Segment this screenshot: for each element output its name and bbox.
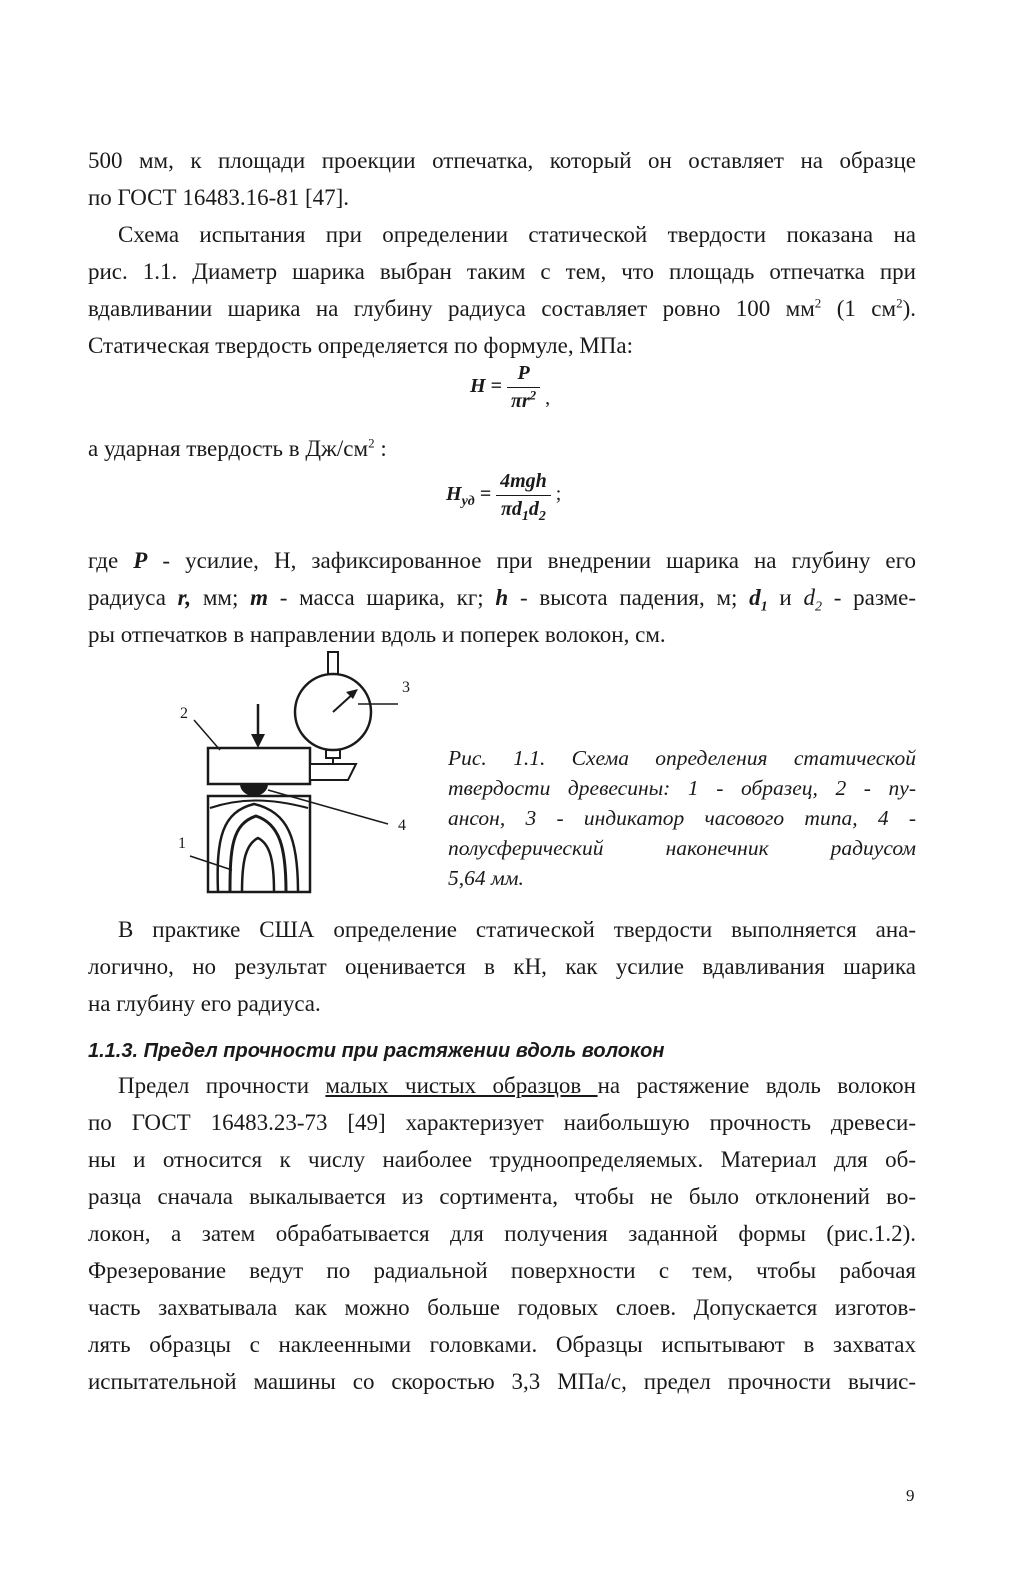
figure-label-4: 4 (398, 817, 406, 834)
text-line: Статическая твердость определяется по формуле, МПа: (88, 333, 633, 358)
text-line: разца сначала выкалывается из сортимента, чтобы не было отклонений во- (88, 1184, 916, 1209)
caption-line: Рис. 1.1. Схема определения статической (448, 746, 916, 770)
paragraph-3 (88, 542, 916, 653)
formula-static-hardness: H = $\frac{P}{\pi r^2}$ , (470, 362, 551, 412)
impact-hardness-line: а ударная твердость в $Дж/см^2$ : (88, 435, 387, 461)
text-line: радиуса r, мм; m - масса шарика, кг; h - высота падения, м; $d_1$ и $d_2$ - разме- (88, 585, 917, 615)
caption-line: ансон, 3 - индикатор часового типа, 4 - (448, 806, 916, 830)
text-line: по ГОСТ 16483.16-81 [47]. (88, 185, 350, 210)
caption-line: 5,64 мм. (448, 866, 524, 890)
hemispherical-tip (240, 784, 268, 796)
text-line: по ГОСТ 16483.23-73 [49] характеризует наибольшую прочность древеси- (88, 1110, 916, 1135)
specimen (208, 796, 310, 892)
indicator-stem (328, 652, 338, 676)
text-line: лять образцы с наклеенными головками. Образцы испытывают в захватах (88, 1332, 916, 1357)
caption-line: твердости древесины: 1 - образец, 2 - пу- (448, 776, 916, 800)
formula-impact-hardness: $H_{уд}$ = $\frac{\text{4mgh}}{\pi d_1d_2}$ ; (446, 470, 562, 524)
text-line: на глубину его радиуса. (88, 991, 321, 1016)
paragraph-4 (88, 911, 916, 1022)
paragraph-2 (88, 216, 916, 364)
figure-label-2: 2 (180, 705, 188, 722)
figure-label-1: 1 (178, 835, 186, 852)
page-number: 9 (906, 1486, 915, 1505)
paragraph-1 (88, 142, 916, 216)
text-line: Предел прочности малых чистых образцов на растяжение вдоль волокон (118, 1073, 916, 1098)
text-line: ны и относится к числу наиболее трудноопределяемых. Материал для об- (88, 1147, 916, 1172)
figure-caption (448, 743, 916, 893)
paragraph-5 (88, 1067, 916, 1400)
text-line: вдавливании шарика на глубину радиуса составляет ровно 100 $мм^2$ (1 $см^2$). (88, 295, 916, 321)
section-heading: 1.1.3. Предел прочности при растяжении вдоль волокон (88, 1040, 665, 1062)
text-line: В практике США определение статической твердости выполняется ана- (118, 917, 916, 942)
punch (208, 748, 310, 784)
text-line: логично, но результат оценивается в кН, как усилие вдавливания шарика (88, 954, 916, 979)
text-line: часть захватывала как можно больше годовых слоев. Допускается изготов- (88, 1295, 916, 1320)
text-line: рис. 1.1. Диаметр шарика выбран таким с тем, что площадь отпечатка при (88, 259, 916, 284)
text-line: испытательной машины со скоростью 3,3 МПа/с, предел прочности вычис- (88, 1369, 916, 1394)
text-line: ры отпечатков в направлении вдоль и поперек волокон, см. (88, 622, 666, 647)
text-line: 500 мм, к площади проекции отпечатка, который он оставляет на образце (88, 148, 916, 173)
text-line: Схема испытания при определении статической твердости показана на (118, 222, 916, 247)
hardness-test-diagram (170, 648, 430, 898)
text-line: локон, а затем обрабатывается для получения заданной формы (рис.1.2). (88, 1221, 916, 1246)
text-line: Фрезерование ведут по радиальной поверхности с тем, чтобы рабочая (88, 1258, 916, 1283)
caption-line: полусферический наконечник радиусом (448, 836, 916, 860)
text-line: где P - усилие, Н, зафиксированное при внедрении шарика на глубину его (88, 548, 916, 573)
figure-label-3: 3 (402, 679, 410, 696)
